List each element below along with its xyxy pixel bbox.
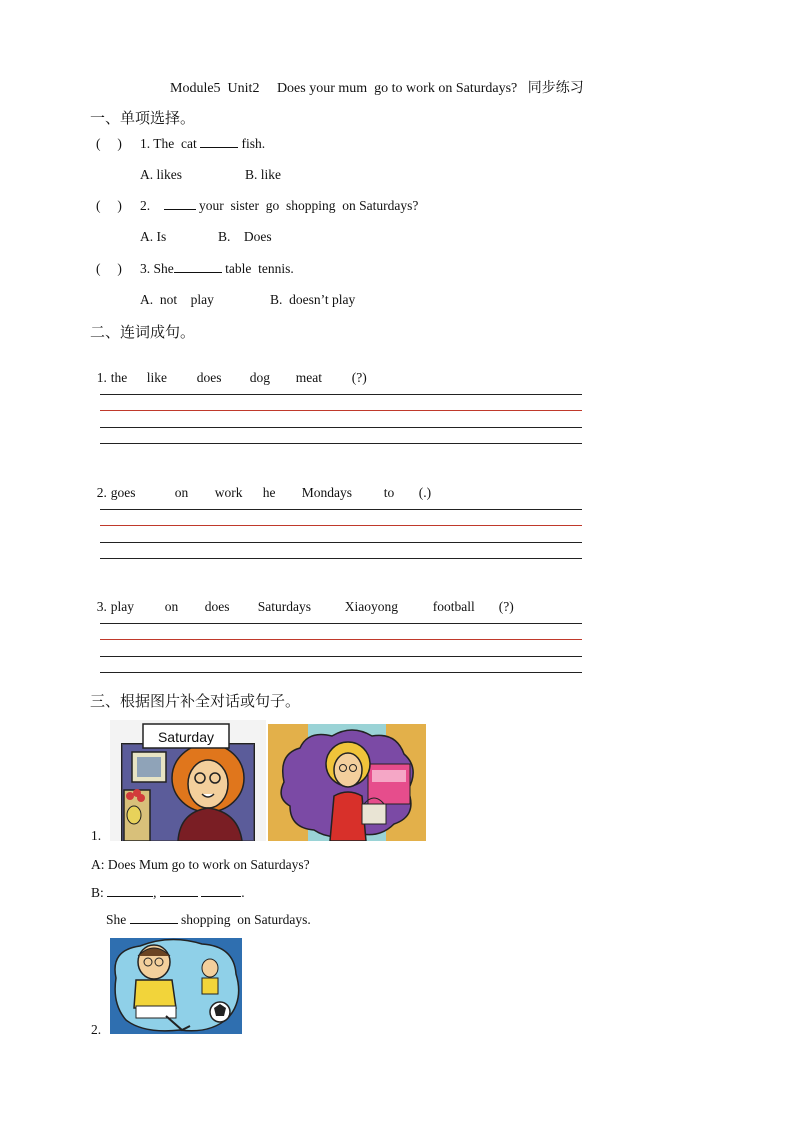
word: Xiaoyong [344,599,398,614]
question-2-stem-after: your sister go shopping on Saturdays? [195,198,419,213]
question-1-stem-after: fish. [238,136,266,151]
question-3-stem-before: 3. She [140,261,174,276]
word: does [196,370,222,385]
question-2 [140,198,418,214]
word-list-3 [90,583,514,615]
question-3-stem-after: table tennis. [221,261,294,276]
picture-dad-football [110,938,242,1034]
she-after: shopping on Saturdays. [177,912,311,927]
dad-football-illustration [110,938,242,1034]
word: on [174,485,189,500]
picture-mum-at-home [110,720,266,841]
writing-line[interactable] [100,656,582,657]
writing-line[interactable] [100,394,582,395]
question-3 [140,261,294,277]
sign-saturday: Saturday [157,729,215,745]
option-3b: B. doesn’t play [270,292,356,307]
period: . [241,885,245,900]
word: he [262,485,276,500]
option-1b: B. like [245,167,281,182]
dialog-b-prefix: B: [91,885,108,900]
question-2-stem-before: 2. [140,198,164,213]
item-number: 1. [96,370,107,385]
word: play [110,599,134,614]
item-number: 3. [96,599,107,614]
word-list-1 [90,354,367,386]
answer-blank[interactable] [201,885,241,897]
section-1-heading: 一、单项选择。 [90,111,196,127]
word: meat [295,370,322,385]
word: the [110,370,128,385]
answer-bracket-1[interactable]: ( ) [96,136,122,151]
she-before: She [106,912,130,927]
she-sentence [106,912,311,928]
writing-line-red[interactable] [100,410,582,411]
writing-line[interactable] [100,542,582,543]
answer-blank[interactable] [107,885,153,897]
option-2a: A. Is [140,229,167,244]
writing-line-red[interactable] [100,639,582,640]
word: does [204,599,230,614]
answer-blank[interactable] [160,885,198,897]
item-1-number: 1. [91,828,102,843]
mum-at-home-illustration [110,720,266,841]
word: dog [249,370,270,385]
word: on [164,599,179,614]
answer-blank[interactable] [164,198,196,210]
section-3-heading: 三、根据图片补全对话或句子。 [90,694,301,710]
writing-line[interactable] [100,427,582,428]
answer-bracket-3[interactable]: ( ) [96,261,122,276]
item-number: 2. [96,485,107,500]
question-1 [140,136,265,152]
dialog-a: A: Does Mum go to work on Saturdays? [91,857,310,872]
word: like [146,370,167,385]
word: work [214,485,243,500]
answer-blank[interactable] [200,136,238,148]
answer-bracket-2[interactable]: ( ) [96,198,122,213]
writing-line[interactable] [100,509,582,510]
comma: , [153,885,157,900]
writing-line[interactable] [100,672,582,673]
option-1a: A. likes [140,167,182,182]
item-2-number: 2. [91,1022,102,1037]
answer-blank[interactable] [174,261,222,273]
writing-line[interactable] [100,558,582,559]
dialog-b [91,885,245,901]
word: football [432,599,475,614]
option-2b: B. Does [218,229,272,244]
section-2-heading: 二、连词成句。 [90,325,196,341]
question-1-stem-before: 1. The cat [140,136,201,151]
word: Saturdays [257,599,311,614]
word-list-2 [90,469,431,501]
word: (?) [498,599,514,614]
writing-line[interactable] [100,443,582,444]
picture-mum-shopping [268,724,426,841]
word: (?) [351,370,367,385]
mum-shopping-illustration [268,724,426,841]
writing-line[interactable] [100,623,582,624]
option-3a: A. not play [140,292,214,307]
word: to [383,485,395,500]
word: goes [110,485,136,500]
page-title: Module5 Unit2 Does your mum go to work on Saturdays? 同步练习 [170,81,584,96]
word: Mondays [301,485,352,500]
writing-line-red[interactable] [100,525,582,526]
answer-blank[interactable] [130,912,178,924]
word: (.) [418,485,432,500]
